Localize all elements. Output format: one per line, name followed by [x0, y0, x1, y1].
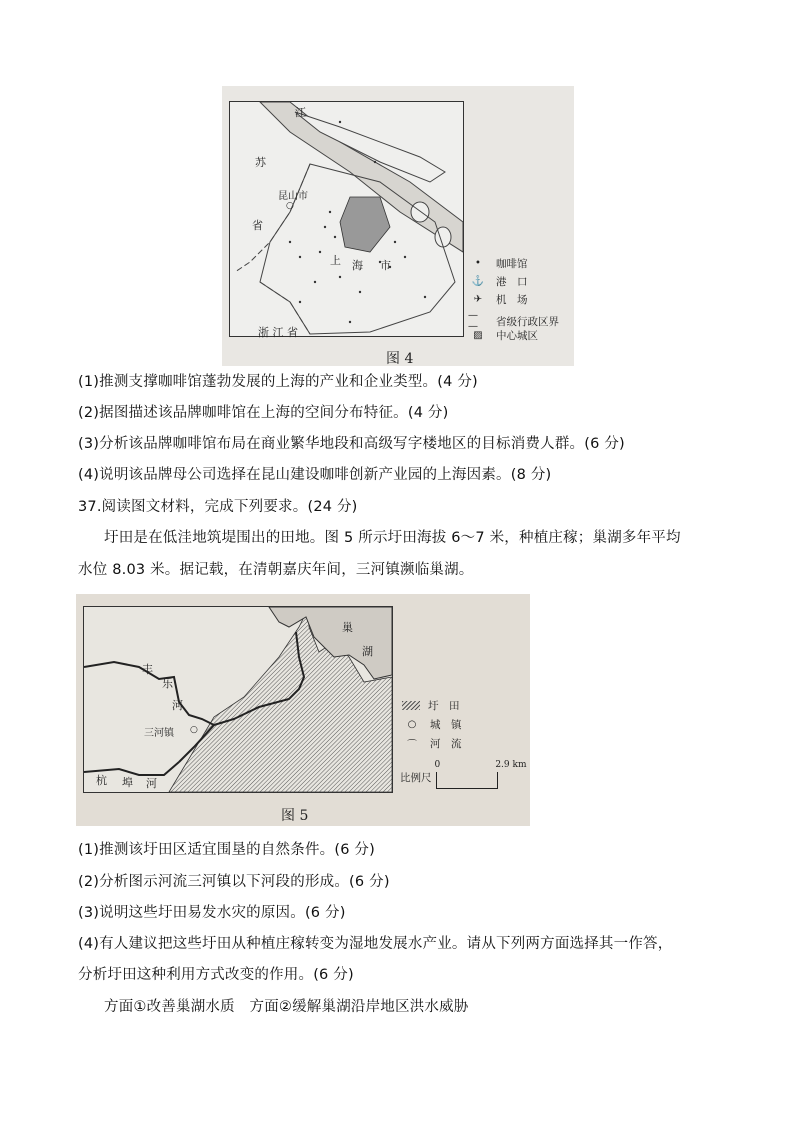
- legend-label: 咖啡馆: [496, 258, 528, 270]
- legend-label: 机 场: [496, 294, 528, 306]
- q36-item-4: (4)说明该品牌母公司选择在昆山建设咖啡创新产业园的上海因素。(8 分): [78, 467, 552, 483]
- label-kunshan: 昆山市: [278, 191, 308, 202]
- q37-options: 方面①改善巢湖水质 方面②缓解巢湖沿岸地区洪水威胁: [104, 999, 469, 1015]
- label-he2: 河: [146, 777, 157, 790]
- map-graphic: [230, 102, 463, 336]
- airplane-icon: ✈: [473, 294, 483, 305]
- legend-port: [468, 274, 528, 289]
- circle-icon: ○: [407, 719, 417, 730]
- river-icon: ⌒: [407, 740, 417, 751]
- label-hu: 湖: [362, 645, 373, 658]
- legend-center: [468, 328, 538, 343]
- q37-paragraph-line-2: 水位 8.03 米。据记载，在清朝嘉庆年间，三河镇濒临巢湖。: [78, 562, 474, 578]
- scale-bar: [400, 760, 527, 789]
- q37-paragraph-line-1: 圩田是在低洼地筑堤围出的田地。图 5 所示圩田海拔 6～7 米，种植庄稼；巢湖多年平均: [104, 530, 681, 546]
- label-hai: 海: [352, 259, 363, 272]
- label-he: 河: [172, 699, 183, 712]
- kunshan-city-icon: ○: [286, 201, 294, 211]
- label-le: 乐: [162, 677, 173, 690]
- label-feng: 丰: [142, 663, 153, 676]
- label-hang: 杭: [96, 774, 107, 787]
- label-su: 苏: [255, 156, 266, 169]
- legend-label: 城 镇: [430, 719, 462, 731]
- hatch-icon: [402, 701, 420, 710]
- q37-item-3: (3)说明这些圩田易发水灾的原因。(6 分): [78, 905, 346, 921]
- legend-airport: [468, 292, 528, 307]
- label-jiang: 江: [295, 106, 306, 119]
- label-sanhe-town: 三河镇: [144, 728, 174, 739]
- label-shang: 上: [330, 254, 341, 267]
- legend-coffee: [468, 256, 528, 271]
- scale-end: 2.9 km: [495, 760, 527, 770]
- legend-town: [402, 717, 462, 732]
- figure-5-caption: 图 5: [281, 808, 309, 824]
- label-zhejiang: 浙 江 省: [258, 326, 298, 339]
- q36-item-3: (3)分析该品牌咖啡馆布局在商业繁华地段和高级写字楼地区的目标消费人群。(6 分): [78, 436, 625, 452]
- scale-start: 0: [434, 760, 441, 770]
- q37-heading: 37.阅读图文材料，完成下列要求。(24 分): [78, 499, 358, 515]
- legend-label: 中心城区: [496, 330, 538, 342]
- q37-item-1: (1)推测该圩田区适宜围垦的自然条件。(6 分): [78, 842, 375, 858]
- q36-item-2: (2)据图描述该品牌咖啡馆在上海的空间分布特征。(4 分): [78, 405, 449, 421]
- scale-label: 比例尺: [400, 772, 432, 784]
- legend-label: 省级行政区界: [496, 315, 559, 328]
- hatch-box-icon: ▨: [473, 330, 483, 341]
- legend-river: [402, 736, 462, 751]
- legend-label: 圩 田: [428, 700, 460, 712]
- legend-label: 港 口: [496, 276, 528, 288]
- dashed-line-icon: — —: [468, 310, 478, 332]
- label-bu: 埠: [122, 776, 133, 789]
- scale-line: [434, 760, 527, 789]
- q37-item-4-line-1: (4)有人建议把这些圩田从种植庄稼转变为湿地发展水产业。请从下列两方面选择其一作答，: [78, 936, 673, 952]
- label-sheng: 省: [252, 219, 263, 232]
- map-frame: [83, 606, 393, 793]
- q37-item-2: (2)分析图示河流三河镇以下河段的形成。(6 分): [78, 874, 390, 890]
- label-chao: 巢: [342, 621, 353, 634]
- map-frame: [229, 101, 464, 337]
- anchor-icon: ⚓: [471, 276, 485, 287]
- label-shi: 市: [380, 259, 391, 272]
- q37-item-4-line-2: 分析圩田这种利用方式改变的作用。(6 分): [78, 967, 354, 983]
- figure-4-shanghai-map: [222, 86, 574, 366]
- dot-icon: •: [475, 258, 481, 269]
- q36-item-1: (1)推测支撑咖啡馆蓬勃发展的上海的产业和企业类型。(4 分): [78, 374, 478, 390]
- figure-4-caption: 图 4: [386, 351, 414, 367]
- town-icon: ○: [190, 725, 198, 735]
- figure-5-polder-map: [76, 594, 530, 826]
- legend-label: 河 流: [430, 738, 462, 750]
- legend-polder: [402, 698, 460, 713]
